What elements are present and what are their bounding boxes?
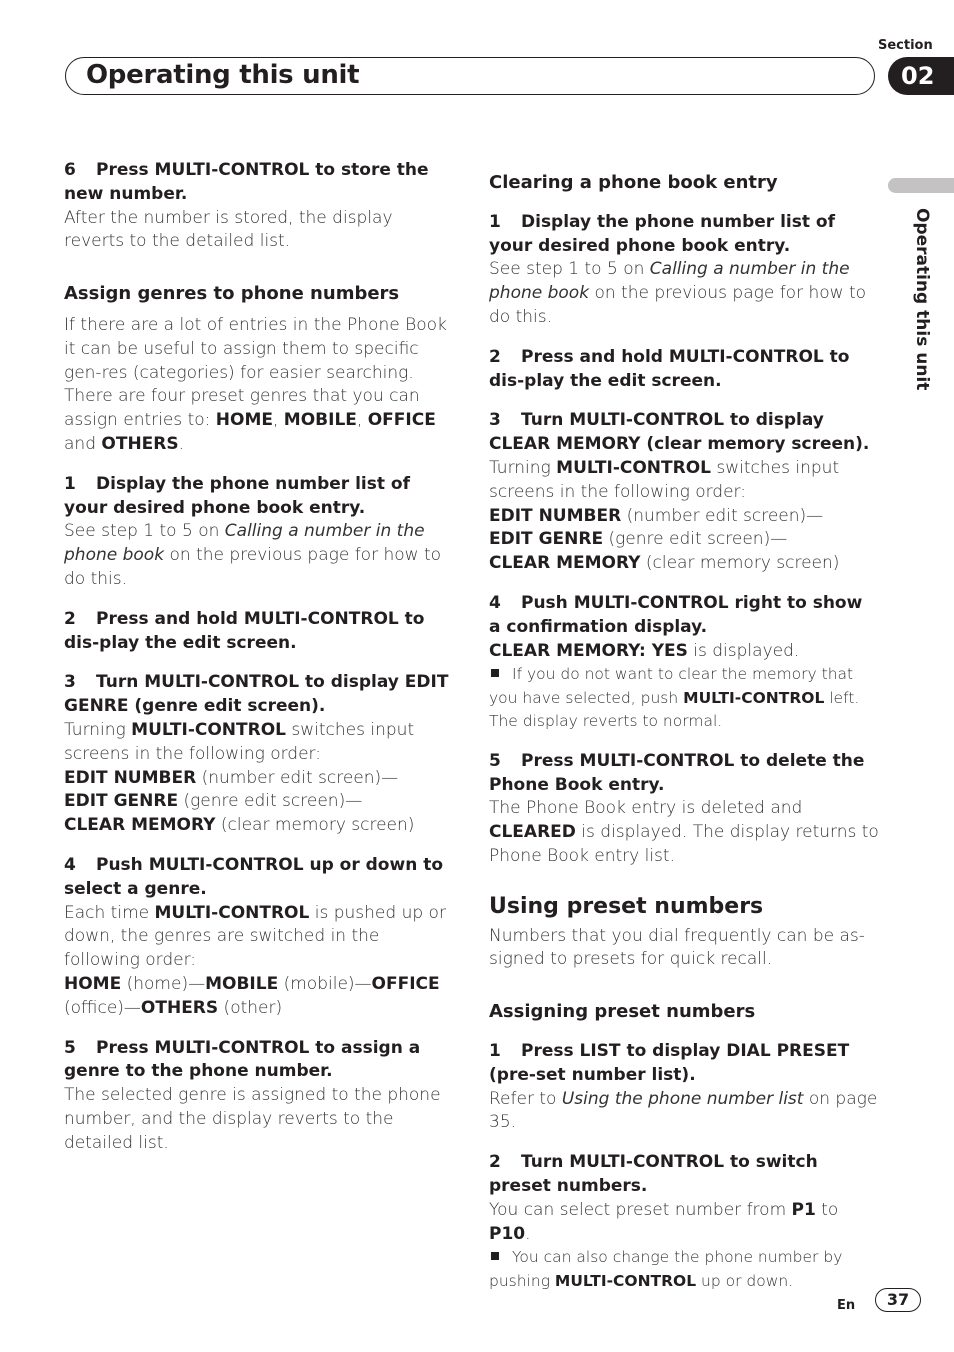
title-bar <box>65 57 875 95</box>
side-tab-text: Operating this unit <box>912 208 932 391</box>
preset-step-2-heading: 2 Turn MULTI-CONTROL to switch preset numbers. <box>489 1152 818 1196</box>
square-bullet-icon <box>491 1252 499 1260</box>
preset-intro: Numbers that you dial frequently can be as-signed to presets for quick recall. <box>489 925 865 970</box>
step-1-heading: 1 Display the phone number list of your desired phone book entry. <box>64 473 410 518</box>
page-title: Operating this unit <box>86 60 360 90</box>
side-tab-marker <box>888 178 954 193</box>
preset-step-2-note: You can also change the phone number by pushing MULTI-CONTROL up or down. <box>489 1248 843 1290</box>
step-5-body: The selected genre is assigned to the phone number, and the display reverts to the detailed list. <box>64 1085 441 1153</box>
step-3-body: Turning MULTI-CONTROL switches input screens in the following order: EDIT NUMBER (number edit screen)— EDIT GENRE (genre edit screen)— CLEAR MEMORY (clear memory screen) <box>64 719 415 836</box>
step-2-heading: 2 Press and hold MULTI-CONTROL to dis-play the edit screen. <box>64 608 425 653</box>
step-4-body: Each time MULTI-CONTROL is pushed up or down, the genres are switched in the following order: HOME (home)—MOBILE (mobile)—OFFICE (office)—OTHERS (other) <box>64 902 446 1018</box>
step-4-heading: 4 Push MULTI-CONTROL up or down to select a genre. <box>64 854 444 899</box>
left-column <box>64 143 454 1155</box>
step-6-heading: 6 Press MULTI-CONTROL to store the new number. <box>64 160 429 204</box>
clear-step-4-heading: 4 Push MULTI-CONTROL right to show a confirmation display. <box>489 592 863 637</box>
clear-step-5-body: The Phone Book entry is deleted and CLEARED is displayed. The display returns to Phone Book entry list. <box>489 798 879 867</box>
preset-step-1-body: Refer to Using the phone number list on page 35. <box>489 1088 878 1133</box>
step-6-body: After the number is stored, the display reverts to the detailed list. <box>64 207 393 252</box>
assign-genres-intro: If there are a lot of entries in the Phone Book it can be useful to assign them to specific gen-res (categories) for easier searching. There are four preset genres that you can assign entries to: HOME, MOBILE, OFFICE and OTHERS. <box>64 314 447 454</box>
heading-using-preset-numbers: Using preset numbers <box>489 893 764 919</box>
clear-step-2-heading: 2 Press and hold MULTI-CONTROL to dis-play the edit screen. <box>489 346 850 391</box>
subheading-assign-genres: Assign genres to phone numbers <box>64 283 400 305</box>
clear-step-1-body: See step 1 to 5 on Calling a number in the phone book on the previous page for how to do this. <box>489 259 867 327</box>
page-number: 37 <box>875 1288 921 1312</box>
section-number: 02 <box>888 57 954 95</box>
clear-step-1-heading: 1 Display the phone number list of your desired phone book entry. <box>489 211 835 256</box>
clear-step-4-note: If you do not want to clear the memory that you have selected, push MULTI-CONTROL left. The display reverts to normal. <box>489 665 860 731</box>
clear-step-5-heading: 5 Press MULTI-CONTROL to delete the Phone Book entry. <box>489 750 865 795</box>
subheading-assigning-preset: Assigning preset numbers <box>489 1001 756 1023</box>
step-3-heading: 3 Turn MULTI-CONTROL to display EDIT GENRE (genre edit screen). <box>64 672 449 717</box>
step-5-heading: 5 Press MULTI-CONTROL to assign a genre to the phone number. <box>64 1037 421 1082</box>
preset-step-1-heading: 1 Press LIST to display DIAL PRESET (pre-set number list). <box>489 1041 850 1085</box>
square-bullet-icon <box>491 669 499 677</box>
clear-step-4-body: CLEAR MEMORY: YES is displayed. <box>489 640 800 661</box>
clear-step-3-heading: 3 Turn MULTI-CONTROL to display CLEAR MEMORY (clear memory screen). <box>489 410 870 455</box>
language-label: En <box>837 1298 856 1313</box>
preset-step-2-body: You can select preset number from P1 to P10. <box>489 1199 839 1244</box>
step-1-body: See step 1 to 5 on Calling a number in the phone book on the previous page for how to do this. <box>64 521 442 589</box>
subheading-clearing-entry: Clearing a phone book entry <box>489 172 778 193</box>
clear-step-3-body: Turning MULTI-CONTROL switches input screens in the following order: EDIT NUMBER (number edit screen)— EDIT GENRE (genre edit screen)— CLEAR MEMORY (clear memory screen) <box>489 457 840 574</box>
right-column <box>489 143 879 1293</box>
section-label: Section <box>878 38 933 53</box>
